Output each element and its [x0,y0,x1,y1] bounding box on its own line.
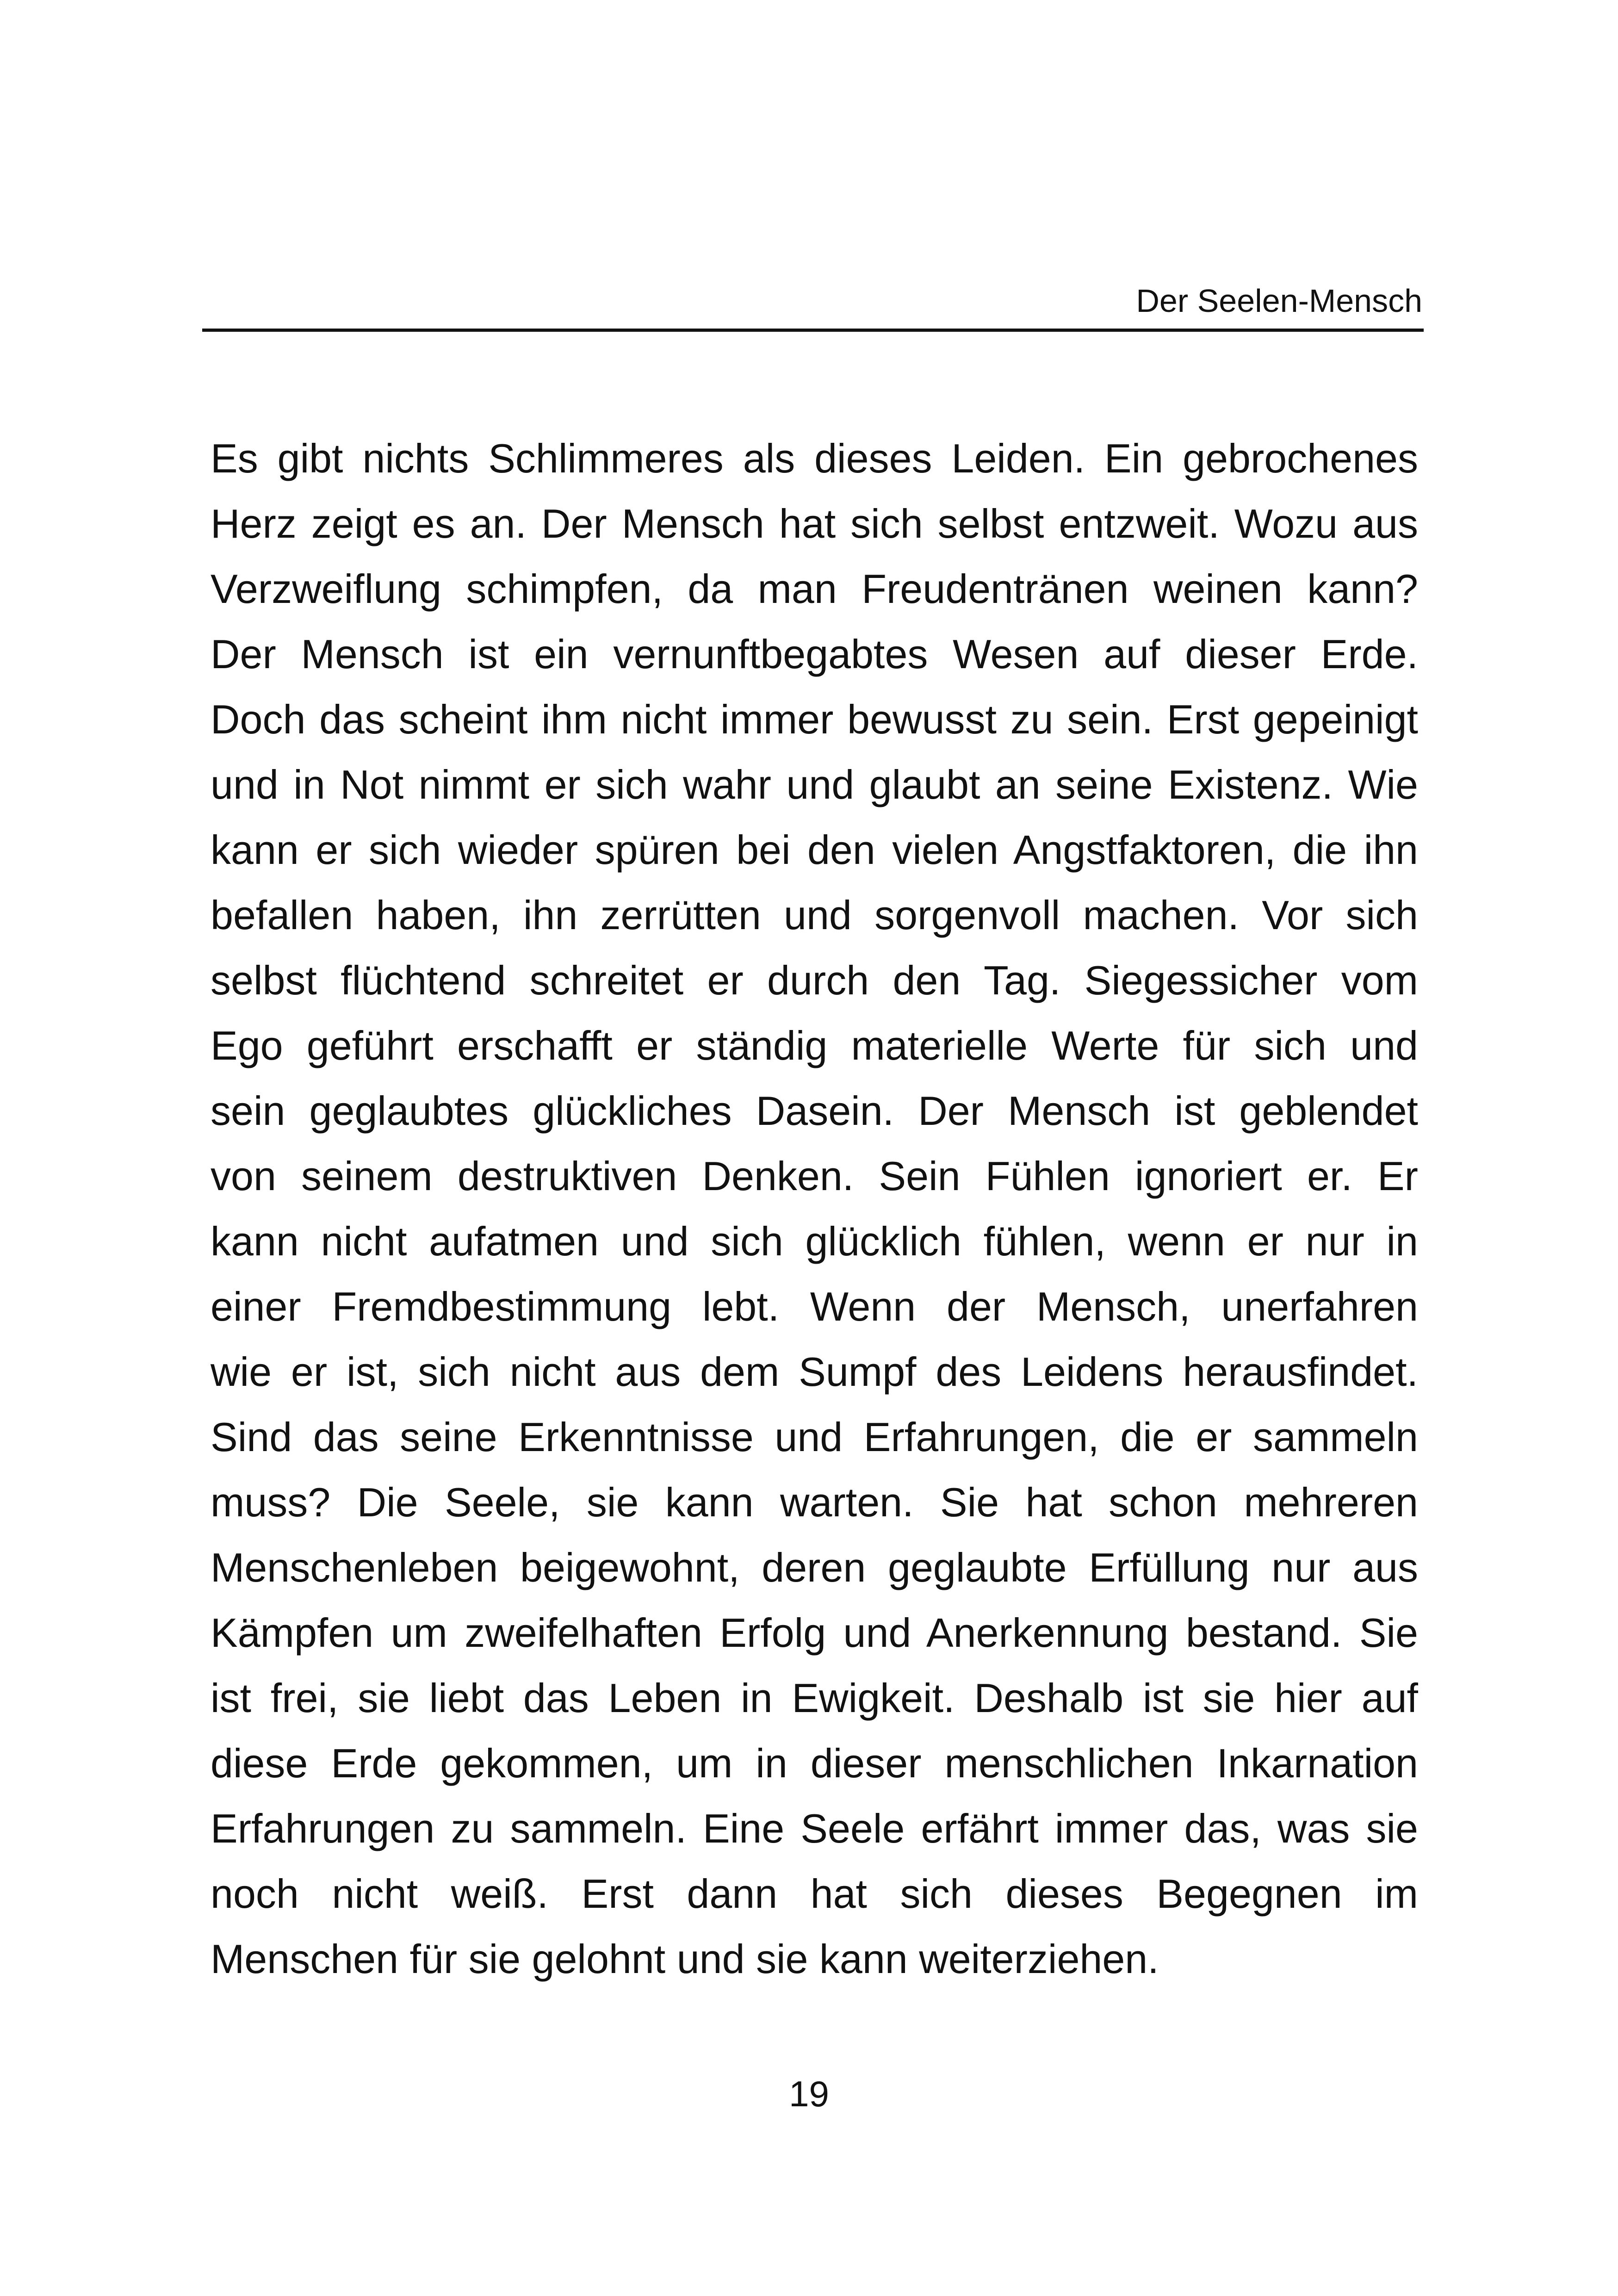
text-line: Erfahrungen zu sammeln. Eine Seele erfährt immer das, was sie [211,1806,1418,1851]
text-line: kann er sich wieder spüren bei den vielen Angstfaktoren, die ihn [211,827,1418,873]
text-line: ist frei, sie liebt das Leben in Ewigkeit. Deshalb ist sie hier auf [211,1675,1418,1721]
text-line: von seinem destruktiven Denken. Sein Fühlen ignoriert er. Er [211,1153,1418,1199]
body-text [211,426,1418,1992]
text-line: Menschenleben beigewohnt, deren geglaubte Erfüllung nur aus [211,1545,1418,1590]
text-line: Es gibt nichts Schlimmeres als dieses Leiden. Ein gebrochenes [211,435,1418,481]
text-line: Verzweiflung schimpfen, da man Freudentränen weinen kann? [211,566,1418,612]
text-line: Doch das scheint ihm nicht immer bewusst zu sein. Erst gepeinigt [211,696,1418,742]
text-line: befallen haben, ihn zerrütten und sorgenvoll machen. Vor sich [211,892,1418,938]
text-line: Der Mensch ist ein vernunftbegabtes Wesen auf dieser Erde. [211,631,1418,677]
text-line: wie er ist, sich nicht aus dem Sumpf des Leidens herausfindet. [211,1349,1418,1395]
text-line: einer Fremdbestimmung lebt. Wenn der Mensch, unerfahren [211,1284,1418,1329]
text-line: muss? Die Seele, sie kann warten. Sie hat schon mehreren [211,1479,1418,1525]
text-line: Sind das seine Erkenntnisse und Erfahrungen, die er sammeln [211,1414,1418,1460]
text-line: Ego geführt erschafft er ständig materielle Werte für sich und [211,1023,1418,1068]
header-rule [202,329,1424,332]
text-line: Kämpfen um zweifelhaften Erfolg und Anerkennung bestand. Sie [211,1610,1418,1656]
page-number: 19 [789,2073,829,2114]
text-line: und in Not nimmt er sich wahr und glaubt an seine Existenz. Wie [211,762,1418,807]
text-line: kann nicht aufatmen und sich glücklich fühlen, wenn er nur in [211,1218,1418,1264]
running-header-title: Der Seelen-Mensch [1136,283,1422,319]
text-line: Menschen für sie gelohnt und sie kann weiterziehen. [211,1936,1159,1982]
text-line: selbst flüchtend schreitet er durch den Tag. Siegessicher vom [211,957,1418,1003]
text-line: diese Erde gekommen, um in dieser menschlichen Inkarnation [211,1740,1418,1786]
text-line: Herz zeigt es an. Der Mensch hat sich selbst entzweit. Wozu aus [211,501,1418,546]
text-line: sein geglaubtes glückliches Dasein. Der Mensch ist geblendet [211,1088,1418,1134]
text-line: noch nicht weiß. Erst dann hat sich dieses Begegnen im [211,1871,1418,1917]
